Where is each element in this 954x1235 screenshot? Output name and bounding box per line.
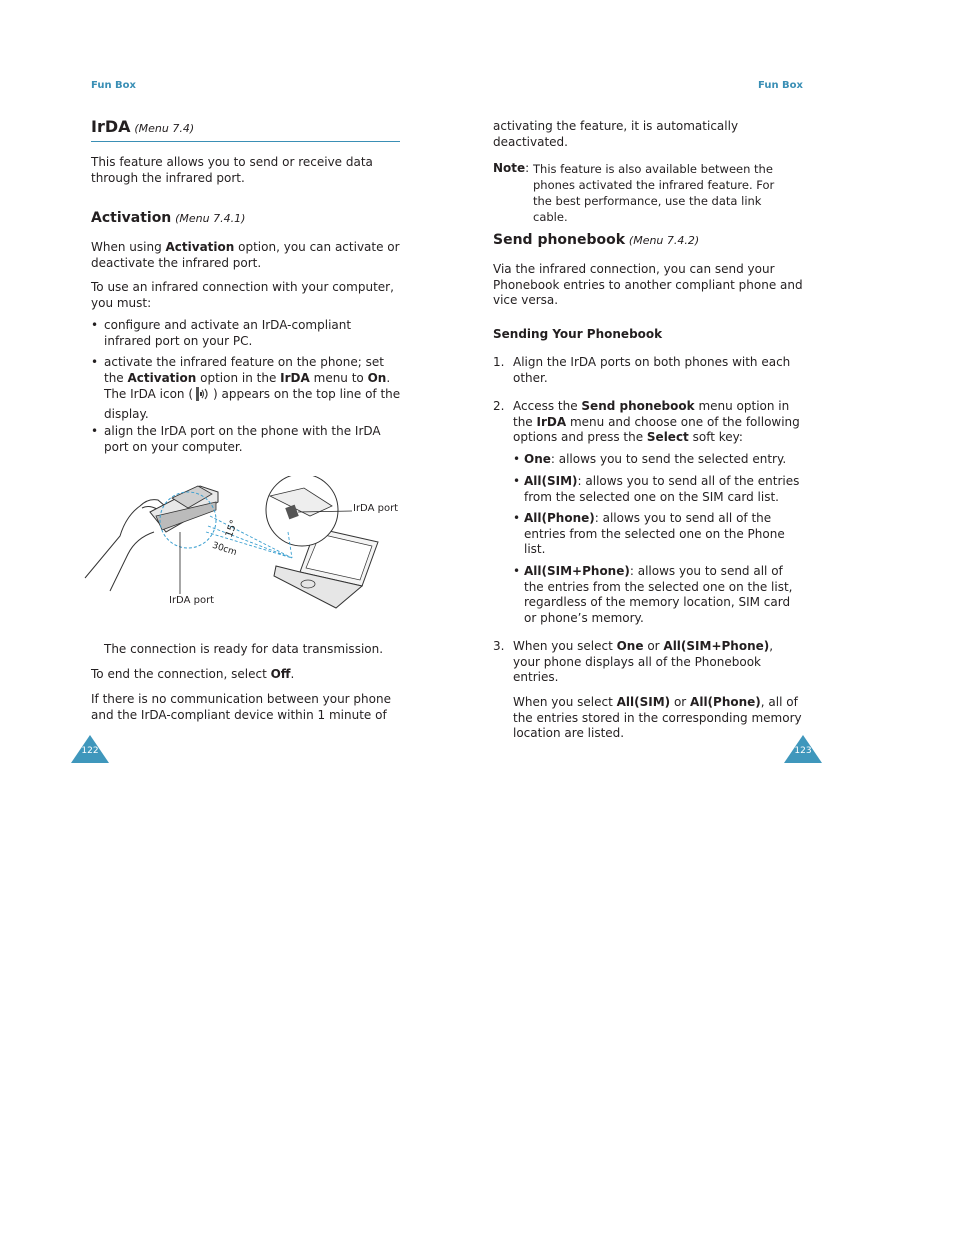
bullet-dot: •: [513, 474, 521, 488]
step-3-text: When you select One or All(SIM+Phone), your phone displays all of the Phonebook entries.: [513, 639, 774, 684]
intro-paragraph: This feature allows you to send or receive data through the infrared port.: [91, 155, 373, 185]
running-header-right: Fun Box: [758, 80, 803, 91]
activation-paragraph-2: To use an infrared connection with your computer, you must:: [91, 280, 394, 310]
activation-menu-ref: (Menu 7.4.1): [175, 212, 246, 225]
note-block: Note: This feature is also available between the phones activated the infrared feature. For the best performance, use the data link cable.: [493, 161, 803, 177]
send-phonebook-menu-ref: (Menu 7.4.2): [628, 234, 700, 247]
no-communication-paragraph: If there is no communication between your phone and the IrDA-compliant device within 1 minute of: [91, 692, 391, 722]
title-text: IrDA: [91, 117, 131, 136]
step-3-followup: When you select All(SIM) or All(Phone), all of the entries stored in the corresponding memory location are listed.: [513, 695, 802, 740]
figure-angle-label: 15°: [223, 518, 241, 539]
step-2-text: Access the Send phonebook menu option in the IrDA menu and choose one of the following options and press the Select soft key:: [513, 399, 800, 444]
send-phonebook-title: Send phonebook: [493, 232, 626, 248]
figure-distance-label: 30cm: [210, 540, 238, 559]
continued-paragraph: activating the feature, it is automatically deactivated.: [493, 119, 739, 149]
bullet-dot: •: [91, 424, 99, 438]
option-all-sim: All(SIM): allows you to send all of the entries from the selected one on the SIM card list.: [524, 474, 800, 504]
figure-label-irda-port-bottom: IrDA port: [169, 595, 215, 606]
bullet-item-1: configure and activate an IrDA-compliant infrared port on your PC.: [104, 318, 352, 348]
section-title-irda: [91, 119, 194, 137]
page-number-right: 123: [794, 746, 812, 756]
note-label: Note: [493, 161, 526, 175]
running-header-left: Fun Box: [91, 80, 136, 91]
option-all-sim-phone: All(SIM+Phone): allows you to send all of the entries from the selected one on the list, regardless of the memory location, SIM card or phone’s memory.: [524, 564, 793, 625]
sending-your-phonebook-heading: Sending Your Phonebook: [493, 327, 663, 341]
bullet-item-3: align the IrDA port on the phone with the IrDA port on your computer.: [104, 424, 381, 454]
title-underline: [91, 141, 400, 142]
option-one: One: allows you to send the selected entry.: [524, 452, 787, 466]
bullet-dot: •: [513, 511, 521, 525]
option-all-phone: All(Phone): allows you to send all of the entries from the selected one on the Phone list.: [524, 511, 785, 556]
bullet-dot: •: [91, 318, 99, 332]
activation-title: Activation: [91, 210, 172, 226]
end-connection-paragraph: To end the connection, select Off.: [91, 667, 295, 681]
irda-status-icon: [194, 386, 212, 407]
bullet-item-2: activate the infrared feature on the phone; set the Activation option in the IrDA menu to On. The IrDA icon ( ) appears on the top line of the display.: [104, 355, 401, 421]
note-text: This feature is also available between the phones activated the infrared feature. For the best performance, use the data link cable.: [533, 162, 775, 224]
subsection-title-send-phonebook: [493, 233, 699, 249]
page-number-left: 122: [81, 746, 99, 756]
subsection-title-activation: [91, 211, 245, 227]
bullet-dot: •: [91, 355, 99, 369]
bullet-dot: •: [513, 564, 521, 578]
step-number: 2.: [493, 399, 505, 413]
step-number: 3.: [493, 639, 505, 653]
ready-paragraph: The connection is ready for data transmission.: [104, 642, 384, 656]
irda-connection-figure: [80, 476, 410, 611]
send-phonebook-intro: Via the infrared connection, you can send your Phonebook entries to another compliant phone and vice versa.: [493, 262, 803, 307]
activation-paragraph-1: When using Activation option, you can activate or deactivate the infrared port.: [91, 240, 400, 270]
title-menu-ref: (Menu 7.4): [134, 122, 195, 135]
step-number: 1.: [493, 355, 505, 369]
step-1-text: Align the IrDA ports on both phones with each other.: [513, 355, 791, 385]
figure-label-irda-port-top: IrDA port: [353, 503, 399, 514]
bullet-dot: •: [513, 452, 521, 466]
